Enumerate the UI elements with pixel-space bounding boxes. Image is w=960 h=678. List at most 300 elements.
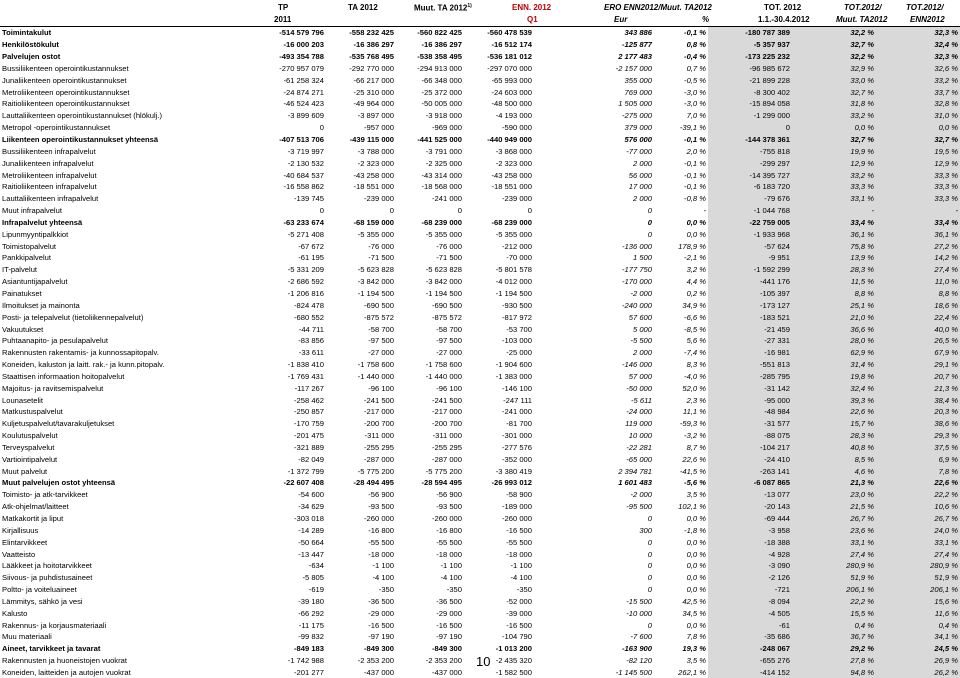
cell-value: 1 500 [632,253,652,263]
cell-value: 38,4 % [876,394,960,406]
cell-value: 0 [457,206,462,216]
cell-value: -3 090 [708,560,792,572]
cell-value: 32,7 % [876,134,960,146]
cell-value: 5,6 % [686,336,706,346]
cell-value: -849 300 [432,644,462,654]
cell-value: -212 000 [502,241,532,251]
cell-value: -292 770 000 [349,63,394,73]
cell-value: -52 000 [506,596,532,606]
cell-value: -97 500 [436,336,462,346]
cell-value: -170 759 [294,419,324,429]
cell-value: -1 372 799 [287,466,324,476]
cell-value: -255 295 [432,442,462,452]
row-label: Muut palvelut [2,466,48,476]
cell-value: 21,3 % [876,382,960,394]
cell-value: -239 000 [502,194,532,204]
cell-value: -4 100 [440,573,462,583]
cell-value: -2 686 592 [287,277,324,287]
cell-value: -68 239 000 [491,217,532,227]
cell-value: -34 629 [298,502,324,512]
cell-value: 0 [647,206,652,216]
cell-value: 32,9 % [792,63,876,75]
hdr-ta2012: TA 2012 [348,3,378,12]
cell-value: 19,8 % [792,370,876,382]
cell-value: 67,9 % [876,347,960,359]
row-label: Poltto- ja voiteluaineet [2,585,77,595]
cell-value: -350 [446,585,462,595]
cell-value: 0,0 % [686,217,706,227]
cell-value: -24 603 000 [491,87,532,97]
cell-value: 31,8 % [792,98,876,110]
cell-value: -311 000 [364,431,394,441]
cell-value: -350 [378,585,394,595]
table-row [0,406,960,418]
cell-value: -441 176 [708,276,792,288]
cell-value: 15,7 % [792,418,876,430]
row-label: Kuljetuspalvelut/tavarakuljetukset [2,419,115,429]
cell-value: -2 000 [630,490,652,500]
cell-value: -241 500 [364,395,394,405]
hdr-period: 1.1.-30.4.2012 [758,15,810,24]
cell-value: 2 000 [632,194,652,204]
cell-value: -201 277 [294,667,324,677]
cell-value: -16 512 174 [491,40,532,50]
cell-value: -2 435 320 [495,656,532,666]
cell-value: 33,7 % [876,86,960,98]
cell-value: -200 700 [364,419,394,429]
cell-value: -5 355 000 [495,229,532,239]
cell-value: -4,0 % [684,371,706,381]
cell-value: -18 388 [708,536,792,548]
table-row [0,193,960,205]
cell-value: 1 505 000 [618,99,652,109]
cell-value: 0 [389,206,394,216]
row-label: Terveyspalvelut [2,442,55,452]
cell-value: 343 886 [624,28,652,38]
cell-value: -3,0 % [684,87,706,97]
cell-value: -7 600 [630,632,652,642]
cell-value: 119 000 [625,419,652,429]
cell-value: 25,1 % [792,299,876,311]
table-row [0,39,960,51]
row-label: IT-palvelut [2,265,38,275]
row-label: Lämmitys, sähkö ja vesi [2,596,83,606]
column-header [0,0,960,26]
cell-value: 0,7 % [686,63,706,73]
row-label: Raitioliikenteen operointikustannukset [2,99,130,109]
cell-value: 0,2 % [686,288,706,298]
cell-value: -5 801 578 [495,265,532,275]
cell-value: 11,5 % [792,276,876,288]
cell-value: 0 [647,217,652,227]
cell-value: -27 000 [368,348,394,358]
cell-value: -1 145 500 [615,667,652,677]
cell-value: 29,1 % [876,359,960,371]
table-row [0,347,960,359]
table-row [0,394,960,406]
cell-value: -16 500 [436,620,462,630]
cell-value: -3 899 609 [287,111,324,121]
row-label: Lauttaliikenteen operointikustannukset (hlökulj.) [2,111,162,121]
cell-value: 32,2 % [792,51,876,63]
table-row [0,382,960,394]
table-row [0,536,960,548]
cell-value: -25 310 000 [353,87,394,97]
cell-value: -5 623 828 [425,265,462,275]
cell-value: -4 928 [708,548,792,560]
cell-value: -24 410 [708,453,792,465]
cell-value: 24,5 % [876,643,960,655]
cell-value: 33,2 % [792,110,876,122]
table-row [0,217,960,229]
hdr-enn-2012: ENN2012 [910,15,945,24]
table-row [0,524,960,536]
cell-value: -2,1 % [684,253,706,263]
cell-value: -3 842 000 [425,277,462,287]
cell-value: 27,8 % [792,655,876,667]
cell-value: 0,4 % [792,619,876,631]
cell-value: 300 [639,525,652,535]
row-label: Kalusto [2,608,28,618]
cell-value: -97 190 [368,632,394,642]
cell-value: 10,6 % [876,501,960,513]
row-label: Henkilöstökulut [2,40,59,50]
row-label: Bussiliikenteen infrapalvelut [2,146,96,156]
cell-value: -201 475 [294,431,324,441]
cell-value: 8,8 % [876,288,960,300]
table-row [0,335,960,347]
cell-value: -4 100 [372,573,394,583]
table-row [0,489,960,501]
cell-value: -5 805 [302,573,324,583]
cell-value: -350 [516,585,532,595]
cell-value: -690 500 [432,300,462,310]
cell-value: -105 397 [708,288,792,300]
cell-value: 0 [647,549,652,559]
table-row [0,264,960,276]
cell-value: -68 159 000 [353,217,394,227]
table-row [0,205,960,217]
cell-value: -26 993 012 [491,478,532,488]
cell-value: 33,2 % [792,169,876,181]
cell-value: 0,0 % [686,585,706,595]
cell-value: 21,5 % [792,501,876,513]
cell-value: -1 742 988 [287,656,324,666]
cell-value: -957 000 [364,123,394,133]
hdr-tot-enn: TOT.2012/ [906,3,944,12]
table-row [0,596,960,608]
cell-value: -18 000 [506,549,532,559]
cell-value: -1 206 816 [287,288,324,298]
row-label: Pankkipalvelut [2,253,51,263]
cell-value: 56 000 [628,170,652,180]
cell-value: -352 000 [502,454,532,464]
cell-value: -31 577 [708,418,792,430]
cell-value: -58 700 [368,324,394,334]
cell-value: -1 194 500 [357,288,394,298]
cell-value: 40,0 % [876,323,960,335]
table-row [0,122,960,134]
cell-value: -99 832 [298,632,324,642]
cell-value: -6 087 865 [708,477,792,489]
table-row [0,643,960,655]
cell-value: -930 500 [502,300,532,310]
cell-value: 52,0 % [682,383,706,393]
cell-value: 34,5 % [682,608,706,618]
cell-value: -0,1 % [684,28,706,38]
cell-value: 32,7 % [792,134,876,146]
cell-value: -66 217 000 [353,75,394,85]
row-label: Toimistopalvelut [2,241,57,251]
cell-value: 0,4 % [876,619,960,631]
cell-value: 28,3 % [792,430,876,442]
hdr-2011: 2011 [274,15,292,24]
cell-value: 22,6 % [876,477,960,489]
cell-value: -5 331 209 [287,265,324,275]
cell-value: -321 889 [294,442,324,452]
cell-value: -1 194 500 [495,288,532,298]
table-row [0,63,960,75]
cell-value: -817 972 [502,312,532,322]
cell-value: -16 000 203 [283,40,324,50]
cell-value: 1 601 483 [618,478,652,488]
cell-value: -258 462 [294,395,324,405]
cell-value: -95 500 [626,502,652,512]
cell-value: 27,4 % [792,548,876,560]
row-label: Muu materiaali [2,632,52,642]
cell-value: -1 838 410 [287,360,324,370]
cell-value: -24 874 271 [283,87,324,97]
cell-value: 0 [319,206,324,216]
cell-value: -16 386 297 [353,40,394,50]
cell-value: 2 177 483 [618,52,652,62]
cell-value: -0,4 % [684,52,706,62]
cell-value: -49 964 000 [353,99,394,109]
table-row [0,240,960,252]
cell-value: -93 500 [436,502,462,512]
row-label: Vaatteisto [2,549,36,559]
cell-value: 32,4 % [792,382,876,394]
cell-value: -8,5 % [684,324,706,334]
cell-value: -65 993 000 [491,75,532,85]
cell-value: -10 000 [626,608,652,618]
row-label: Lauttaliikenteen infrapalvelut [2,194,99,204]
cell-value: 0,0 % [686,561,706,571]
cell-value: -2 130 532 [287,158,324,168]
cell-value: -303 018 [294,514,324,524]
cell-value: -18 000 [436,549,462,559]
row-label: Junaliikenteen infrapalvelut [2,158,94,168]
cell-value: -22 759 005 [708,217,792,229]
cell-value: -2 157 000 [615,63,652,73]
cell-value: -241 000 [432,194,462,204]
cell-value: -16 800 [368,525,394,535]
cell-value: -849 183 [294,644,324,654]
cell-value: 0 [647,585,652,595]
cell-value: -1 758 600 [357,360,394,370]
cell-value: -28 494 495 [353,478,394,488]
cell-value: -5 355 000 [357,229,394,239]
cell-value: -538 358 495 [417,52,462,62]
cell-value: 8,5 % [792,453,876,465]
hdr-tot2012: TOT. 2012 [764,3,802,12]
cell-value: 0 [527,206,532,216]
cell-value: -619 [308,585,324,595]
cell-value: 26,7 % [792,513,876,525]
table-row [0,370,960,382]
hdr-muut-ta: Muut. TA 2012$^{1)}$ [414,3,472,13]
cell-value: -1 933 968 [708,228,792,240]
table-row [0,311,960,323]
cell-value: 0 [647,514,652,524]
cell-value: 51,9 % [876,572,960,584]
cell-value: -875 572 [432,312,462,322]
cell-value: -7,4 % [684,348,706,358]
cell-value: -97 190 [436,632,462,642]
cell-value: 12,9 % [876,157,960,169]
table-row [0,631,960,643]
cell-value: -558 232 425 [349,28,394,38]
cell-value: -16 800 [436,525,462,535]
cell-value: -0,1 % [684,158,706,168]
cell-value: 57 000 [628,371,652,381]
cell-value: -248 067 [708,643,792,655]
cell-value: -29 000 [436,608,462,618]
row-label: Metroliikenteen infrapalvelut [2,170,97,180]
cell-value: -8 300 402 [708,86,792,98]
cell-value: 20,3 % [876,406,960,418]
cell-value: -50 000 [626,383,652,393]
cell-value: -22 281 [626,442,652,452]
cell-value: -1 013 200 [495,644,532,654]
cell-value: 33,3 % [876,169,960,181]
cell-value: -103 000 [502,336,532,346]
cell-value: 22,6 % [682,454,706,464]
cell-value: 33,2 % [876,74,960,86]
cell-value: -2 353 200 [425,656,462,666]
cell-value: 26,9 % [876,655,960,667]
cell-value: -493 354 788 [279,52,324,62]
cell-value: 262,1 % [678,667,706,677]
cell-value: -240 000 [622,300,652,310]
cell-value: 18,6 % [876,299,960,311]
cell-value: -170 000 [622,277,652,287]
cell-value: -2 000 [630,288,652,298]
cell-value: -301 000 [502,431,532,441]
cell-value: -1,8 % [684,525,706,535]
cell-value: -40 684 537 [283,170,324,180]
cell-value: -33 611 [298,348,324,358]
cell-value: -1 194 500 [425,288,462,298]
cell-value: -287 000 [432,454,462,464]
cell-value: -407 513 706 [279,135,324,145]
cell-value: -551 813 [708,359,792,371]
cell-value: -4 100 [510,573,532,583]
hdr-muut-ta2012: Muut. TA2012 [836,15,888,24]
cell-value: -183 521 [708,311,792,323]
cell-value: - [792,205,876,217]
table-row [0,607,960,619]
row-label: Atk-ohjelmat/laitteet [2,502,69,512]
cell-value: -4 505 [708,607,792,619]
cell-value: 8,8 % [792,288,876,300]
cell-value: -1 904 600 [495,360,532,370]
cell-value: -39 180 [298,596,324,606]
cell-value: 0,0 % [686,537,706,547]
cell-value: -297 070 000 [487,63,532,73]
cell-value: -83 856 [298,336,324,346]
table-row [0,513,960,525]
cell-value: -104 217 [708,442,792,454]
cell-value: -2 323 000 [495,158,532,168]
cell-value: -6,6 % [684,312,706,322]
cell-value: 28,3 % [792,264,876,276]
cell-value: -77 000 [626,146,652,156]
cell-value: 23,6 % [792,524,876,536]
cell-value: -1 440 000 [357,371,394,381]
row-label: Muut palvelujen ostot yhteensä [2,478,116,488]
cell-value: 19,3 % [682,644,706,654]
cell-value: 36,1 % [792,228,876,240]
cell-value: 13,9 % [792,252,876,264]
cell-value: 26,5 % [876,335,960,347]
cell-value: -241 500 [432,395,462,405]
table-row [0,181,960,193]
row-label: Siivous- ja puhdistusaineet [2,573,93,583]
cell-value: -163 900 [622,644,652,654]
cell-value: -294 913 000 [417,63,462,73]
cell-value: -15 500 [626,596,652,606]
cell-value: -39 000 [506,608,532,618]
cell-value: 36,1 % [876,228,960,240]
cell-value: -43 258 000 [353,170,394,180]
cell-value: 0,0 % [792,122,876,134]
hdr-ero: ERO ENN2012/Muut. TA2012 [604,3,712,12]
cell-value: -189 000 [502,502,532,512]
cell-value: -173 225 232 [708,51,792,63]
cell-value: -27 000 [436,348,462,358]
cell-value: -217 000 [432,407,462,417]
cell-value: 22,4 % [876,311,960,323]
cell-value: -439 115 000 [349,135,394,145]
cell-value: 27,2 % [876,240,960,252]
cell-value: -61 195 [298,253,324,263]
cell-value: 32,3 % [876,27,960,39]
cell-value: 11,1 % [682,407,706,417]
row-label: Lipunmyyntipalkkiot [2,229,69,239]
cell-value: 28,0 % [792,335,876,347]
cell-value: 12,9 % [792,157,876,169]
cell-value: -3 842 000 [357,277,394,287]
cell-value: -46 524 423 [283,99,324,109]
cell-value: 33,1 % [876,536,960,548]
cell-value: -55 500 [368,537,394,547]
cell-value: -1 100 [372,561,394,571]
table-row [0,51,960,63]
cell-value: -275 000 [622,111,652,121]
cell-value: 29,2 % [792,643,876,655]
cell-value: -13 447 [298,549,324,559]
hdr-tot-muut: TOT.2012/ [844,3,882,12]
table-row [0,27,960,39]
cell-value: 2 000 [632,158,652,168]
cell-value: -3 897 000 [357,111,394,121]
cell-value: 206,1 % [792,584,876,596]
cell-value: -82 120 [626,656,652,666]
table-row [0,169,960,181]
cell-value: -29 000 [368,608,394,618]
cell-value: -3,0 % [684,99,706,109]
